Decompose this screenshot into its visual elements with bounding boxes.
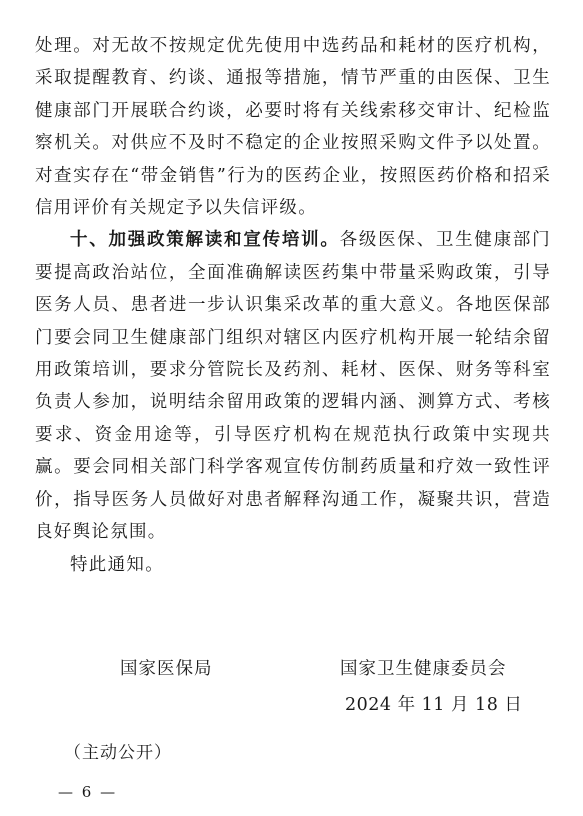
issue-date: 2024 年 11 月 18 日 <box>345 695 523 715</box>
page-number: — 6 — <box>58 783 118 801</box>
issuer-right: 国家卫生健康委员会 <box>340 659 507 679</box>
section-ten-body: 各级医保、卫生健康部门要提高政治站位，全面准确解读医药集中带量采购政策，引导医务人员、患者进一步认识集采改革的重大意义。各地医保部门要会同卫生健康部门组织对辖区内医疗机构开展一轮结余留用政策培训，要求分管院长及药剂、耗材、医保、财务等科室负责人参加，说明结余留用政策的逻辑内涵、测算方式、考核要求、资金用途等，引导医疗机构在规范执行政策中实现共赢。要会同相关部门科学客观宣传仿制药质量和疗效一致性评价，指导医务人员做好对患者解释沟通工作，凝聚共识，营造良好舆论氛围。 <box>35 230 551 543</box>
closing-note: 特此通知。 <box>70 554 164 575</box>
document-body <box>35 30 551 581</box>
issuer-left: 国家医保局 <box>120 659 213 679</box>
continued-paragraph: 处理。对无故不按规定优先使用中选药品和耗材的医疗机构，采取提醒教育、约谈、通报等措施，情节严重的由医保、卫生健康部门开展联合约谈，必要时将有关线索移交审计、纪检监察机关。对供应不及时不稳定的企业按照采购文件予以处置。对查实存在“带金销售”行为的医药企业，按照医药价格和招采信用评价有关规定予以失信评级。 <box>35 36 551 219</box>
section-ten-paragraph <box>35 224 551 548</box>
section-ten-heading: 十、加强政策解读和宣传培训。 <box>70 230 340 251</box>
disclosure-label: （主动公开） <box>64 743 172 763</box>
